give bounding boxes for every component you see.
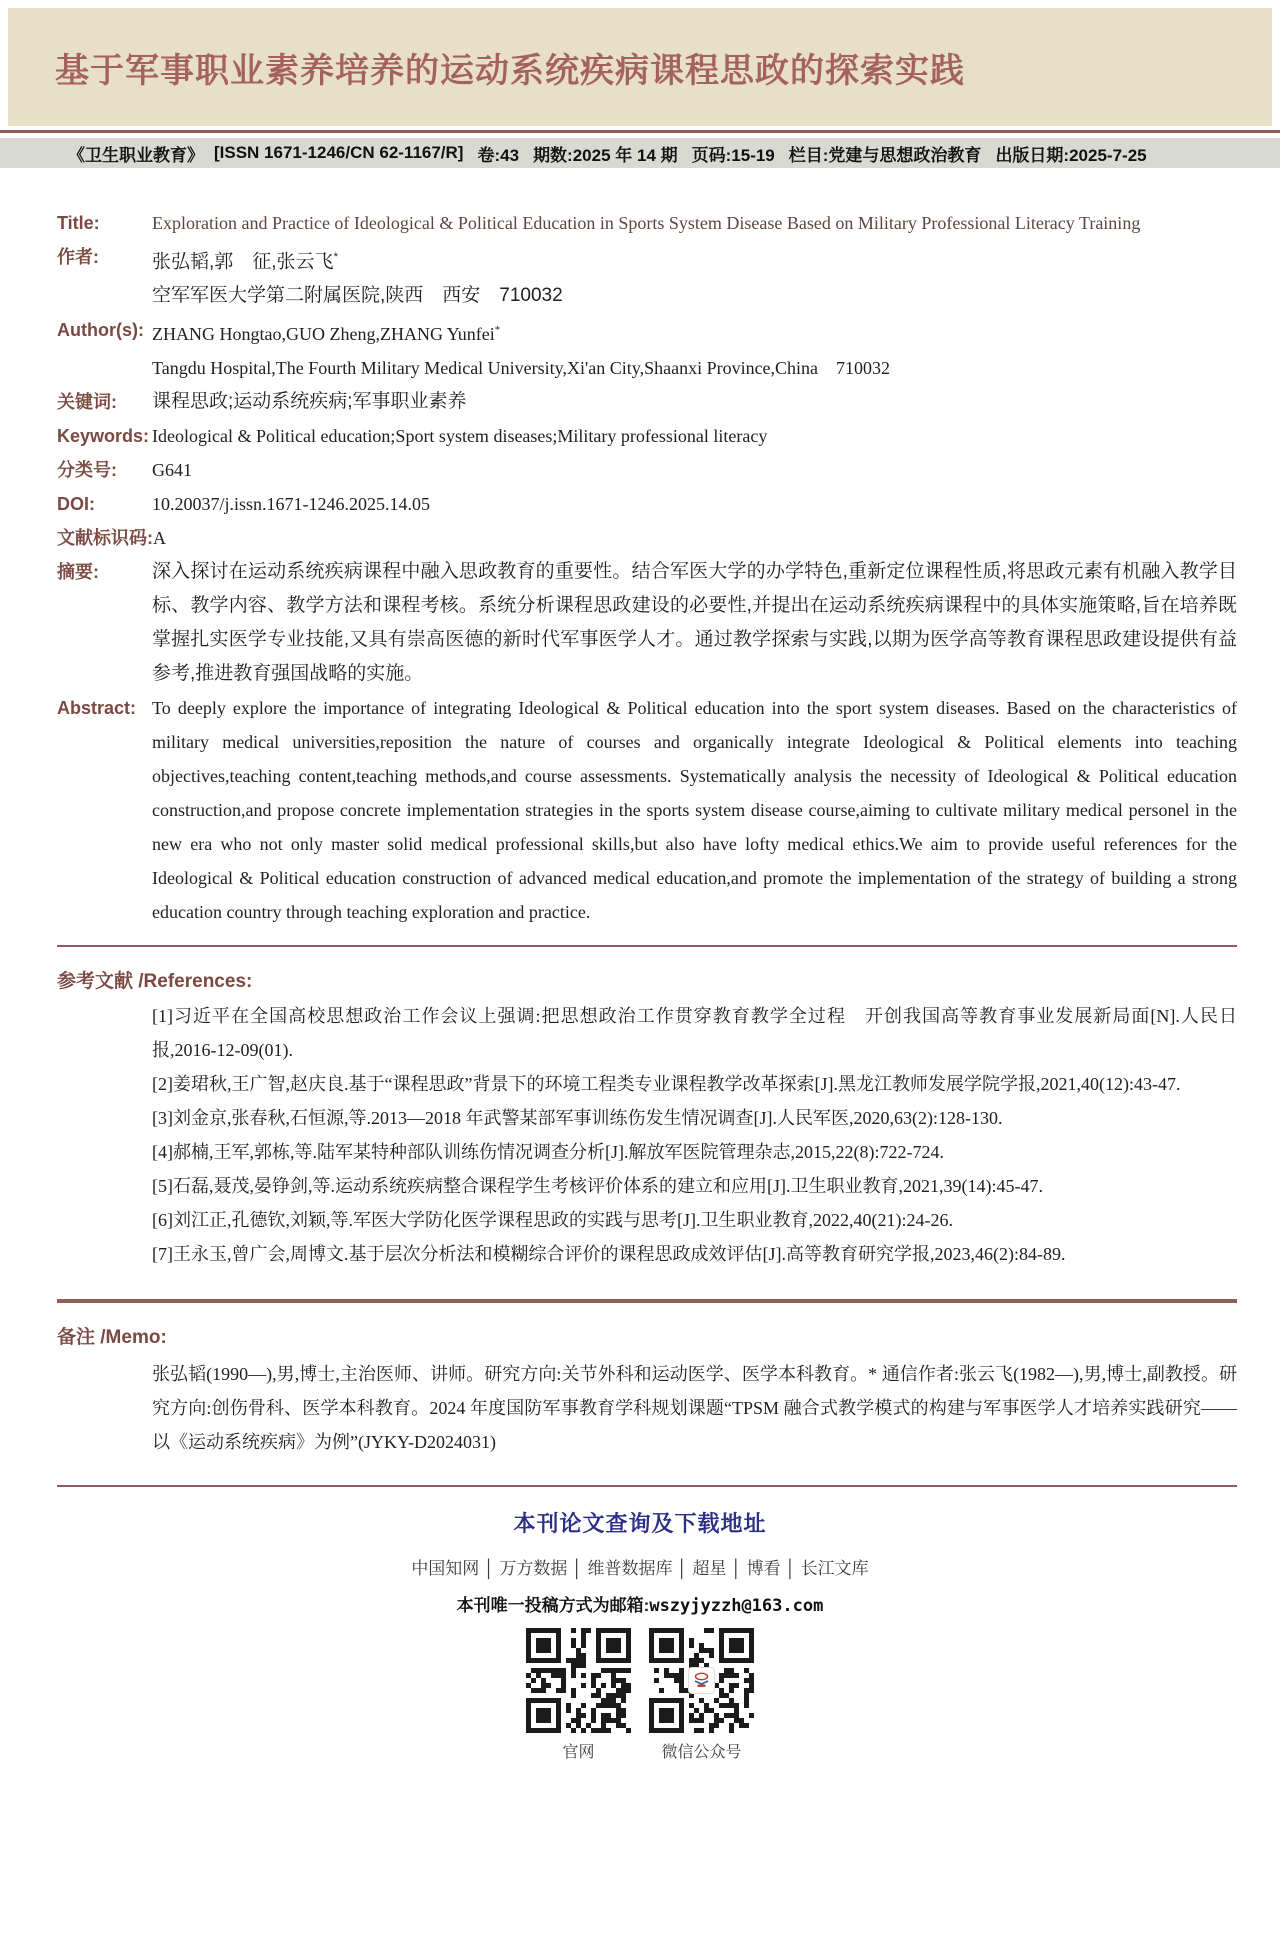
field-label: 作者:	[57, 247, 99, 267]
journal-pub-date: 出版日期:2025-7-25	[995, 145, 1147, 165]
field-row-title	[57, 206, 1237, 240]
reference-item: [4]郝楠,王军,郭栋,等.陆军某特种部队训练伤情况调查分析[J].解放军医院管理杂志,2015,22(8):722-724.	[152, 1142, 944, 1163]
memo-text: 张弘韬(1990—),男,博士,主治医师、讲师。研究方向:关节外科和运动医学、医学本科教育。* 通信作者:张云飞(1982—),男,博士,副教授。研究方向:创伤骨科、医学本科教育。2024 年度国防军事教育学科规划课题“TPSM 融合式教学模式的构建与军事医学人才培养实践研究——以《运动系统疾病》为例”(JYKY-D2024031)	[152, 1364, 1237, 1453]
field-label: 分类号:	[57, 460, 117, 481]
field-row-keywords-cn	[57, 385, 1237, 419]
journal-name: 《卫生职业教育》	[68, 145, 204, 165]
corresponding-author-mark: *	[494, 324, 501, 337]
field-label: 文献标识码:	[57, 528, 153, 549]
field-value-title-en: Exploration and Practice of Ideological & Political Education in Sports System Disease Based on Military Professional Literacy Training	[152, 213, 1141, 233]
field-row-doi	[57, 487, 1237, 521]
corresponding-author-mark: *	[333, 251, 338, 263]
journal-issue: 期数:2025 年 14 期	[533, 145, 678, 165]
footer-submission-line	[0, 1591, 1280, 1616]
field-label: Keywords:	[57, 426, 150, 447]
field-row-authors-en	[57, 313, 1237, 385]
field-label: DOI:	[57, 494, 95, 515]
wechat-qr-block	[649, 1628, 754, 1762]
wechat-qr-logo	[688, 1667, 715, 1694]
journal-issn: [ISSN 1671-1246/CN 62-1167/R]	[214, 143, 464, 162]
field-label: Title:	[57, 213, 100, 233]
wechat-qr-code	[649, 1628, 754, 1733]
footer-title: 本刊论文查询及下载地址	[513, 1511, 767, 1537]
field-value-authors-cn: 张弘韬,郭 征,张云飞*	[152, 251, 338, 273]
submission-prefix: 本刊唯一投稿方式为邮箱:	[456, 1596, 650, 1616]
field-row-clc	[57, 453, 1237, 487]
reference-item: [7]王永玉,曾广会,周博文.基于层次分析法和模糊综合评价的课程思政成效评估[J].高等教育研究学报,2023,46(2):84-89.	[152, 1244, 1066, 1265]
article-metadata	[0, 168, 1280, 929]
field-value-keywords-en: Ideological & Political education;Sport system diseases;Military professional literacy	[152, 426, 768, 447]
references-section	[0, 947, 1280, 1285]
field-label: 关键词:	[57, 392, 117, 413]
field-row-abstract-en	[57, 691, 1237, 929]
reference-item: [1]习近平在全国高校思想政治工作会议上强调:把思想政治工作贯穿教育教学全过程 开创我国高等教育事业发展新局面[N].人民日报,2016-12-09(01).	[152, 1006, 1237, 1061]
banner-wrap	[0, 0, 1280, 126]
field-label: Abstract:	[57, 698, 137, 719]
field-row-abstract-cn	[57, 555, 1237, 691]
references-list	[152, 999, 1237, 1271]
reference-item: [3]刘金京,张春秋,石恒源,等.2013—2018 年武警某部军事训练伤发生情况调查[J].人民军医,2020,63(2):128-130.	[152, 1108, 1003, 1129]
field-value-authors-en: ZHANG Hongtao,GUO Zheng,ZHANG Yunfei*	[152, 324, 501, 345]
article-title: 基于军事职业素养培养的运动系统疾病课程思政的探索实践	[55, 51, 965, 90]
field-value-abstract-en: To deeply explore the importance of integrating Ideological & Political education into the sport system diseases. Based on the characteristics of military medical universities,reposition the nature of courses and organically integrate Ideological & Political elements into teaching objectives,teaching content,teaching methods,and course assessments. Systematically analysis the necessity of Ideological & Political education construction,and propose concrete implementation strategies in the sports system disease course,aiming to cultivate military medical personel in the new era who not only master solid medical professional skills,but also have lofty medical ethics.We aim to provide useful references for the Ideological & Political education construction of advanced medical education,and promote the implementation of the strategy of building a strong education country through teaching exploration and practice.	[152, 698, 1237, 923]
footer	[0, 1487, 1280, 1762]
memo-header: 备注 /Memo:	[57, 1327, 167, 1349]
field-value-clc: G641	[152, 460, 192, 481]
reference-item: [2]姜珺秋,王广智,赵庆良.基于“课程思政”背景下的环境工程类专业课程教学改革探索[J].黑龙江教师发展学院学报,2021,40(12):43-47.	[152, 1074, 1181, 1095]
submission-email: wszyjyzzh@163.com	[649, 1596, 824, 1617]
field-value-doi: 10.20037/j.issn.1671-1246.2025.14.05	[152, 494, 431, 515]
journal-volume: 卷:43	[477, 145, 520, 165]
field-value-affiliation-en: Tangdu Hospital,The Fourth Military Medical University,Xi'an City,Shaanxi Province,China 710032	[152, 358, 891, 379]
field-row-keywords-en	[57, 419, 1237, 453]
qr-label-website: 官网	[562, 1744, 595, 1762]
field-value-abstract-cn: 深入探讨在运动系统疾病课程中融入思政教育的重要性。结合军医大学的办学特色,重新定位课程性质,将思政元素有机融入教学目标、教学内容、教学方法和课程考核。系统分析课程思政建设的必要性,并提出在运动系统疾病课程中的具体实施策略,旨在培养既掌握扎实医学专业技能,又具有崇高医德的新时代军事医学人才。通过教学探索与实践,以期为医学高等教育课程思政建设提供有益参考,推进教育强国战略的实施。	[152, 561, 1237, 685]
references-header: 参考文献 /References:	[57, 971, 253, 993]
footer-databases: 中国知网 │ 万方数据 │ 维普数据库 │ 超星 │ 博看 │ 长江文库	[411, 1559, 869, 1579]
field-value-keywords-cn: 课程思政;运动系统疾病;军事职业素养	[152, 391, 467, 413]
website-qr-block	[526, 1628, 631, 1762]
qr-row	[0, 1628, 1280, 1762]
field-value-doc-code: A	[153, 528, 166, 549]
journal-column: 栏目:党建与思想政治教育	[788, 145, 982, 165]
field-row-authors-cn	[57, 240, 1237, 313]
memo-section	[0, 1303, 1280, 1473]
field-label: Author(s):	[57, 320, 144, 341]
qr-label-wechat: 微信公众号	[661, 1744, 742, 1762]
field-value-affiliation-cn: 空军军医大学第二附属医院,陕西 西安 710032	[152, 285, 563, 307]
reference-item: [6]刘江正,孔德钦,刘颖,等.军医大学防化医学课程思政的实践与思考[J].卫生职业教育,2022,40(21):24-26.	[152, 1210, 953, 1231]
article-title-banner	[8, 8, 1272, 126]
reference-item: [5]石磊,聂茂,晏铮剑,等.运动系统疾病整合课程学生考核评价体系的建立和应用[J].卫生职业教育,2021,39(14):45-47.	[152, 1176, 1043, 1197]
website-qr-code	[526, 1628, 631, 1733]
field-row-doc-code	[57, 521, 1237, 555]
field-label: 摘要:	[57, 562, 99, 583]
journal-info-bar	[0, 138, 1280, 168]
journal-pages: 页码:15-19	[691, 145, 775, 165]
